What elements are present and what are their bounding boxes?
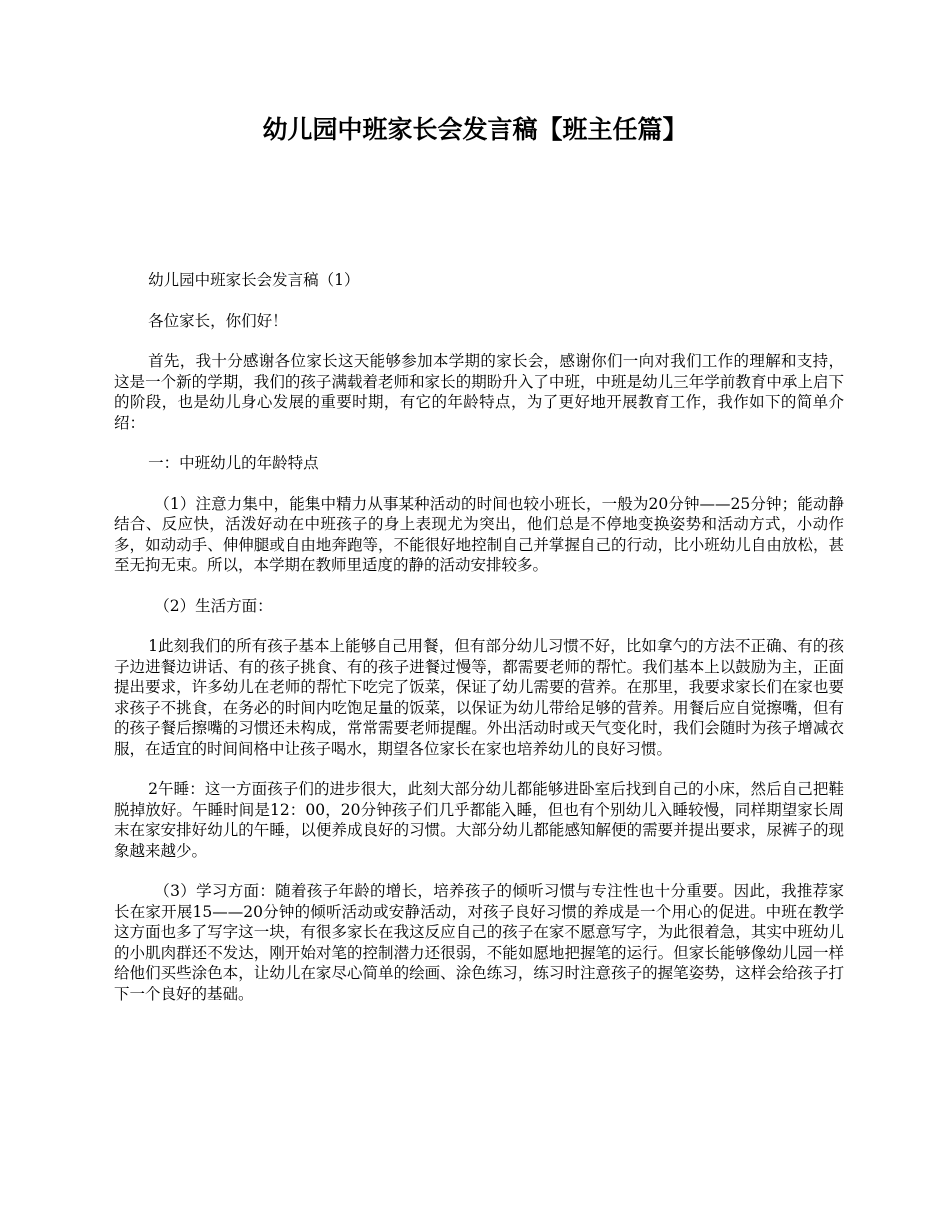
- document-body: [114, 270, 844, 1024]
- paragraph-introduction: 首先，我十分感谢各位家长这天能够参加本学期的家长会，感谢你们一向对我们工作的理解和支持，这是一个新的学期，我们的孩子满载着老师和家长的期盼升入了中班，中班是幼儿三年学前教育中承上启下的阶段，也是幼儿身心发展的重要时期，有它的年龄特点，为了更好地开展教育工作，我作如下的简单介绍：: [114, 352, 844, 432]
- paragraph-life-heading: （2）生活方面：: [154, 596, 273, 615]
- paragraph-attention: （1）注意力集中，能集中精力从事某种活动的时间也较小班长，一般为20分钟——25分钟；能动静结合、反应快，活泼好动在中班孩子的身上表现尤为突出，他们总是不停地变换姿势和活动方式，小动作多，如动动手、伸伸腿或自由地奔跑等，不能很好地控制自己并掌握自己的行动，比小班幼儿自由放松，甚至无拘无束。所以，本学期在教师里适度的静的活动安排较多。: [114, 494, 844, 574]
- paragraph-nap: 2午睡：这一方面孩子们的进步很大，此刻大部分幼儿都能够进卧室后找到自己的小床，然后自己把鞋脱掉放好。午睡时间是12：00，20分钟孩子们几乎都能入睡，但也有个别幼儿入睡较慢，同样期望家长周末在家安排好幼儿的午睡，以便养成良好的习惯。大部分幼儿都能感知解便的需要并提出要求，尿裤子的现象越来越少。: [114, 780, 844, 860]
- document-title: 幼儿园中班家长会发言稿【班主任篇】: [262, 115, 688, 144]
- paragraph-section-heading: 一：中班幼儿的年龄特点: [148, 454, 319, 472]
- paragraph-meals: 1此刻我们的所有孩子基本上能够自己用餐，但有部分幼儿习惯不好，比如拿勺的方法不正确、有的孩子边进餐边讲话、有的孩子挑食、有的孩子进餐过慢等，都需要老师的帮忙。我们基本上以鼓励为主，正面提出要求，许多幼儿在老师的帮忙下吃完了饭菜，保证了幼儿需要的营养。在那里，我要求家长们在家也要求孩子不挑食，在务必的时间内吃饱足量的饭菜，以保证为幼儿带给足够的营养。用餐后应自觉擦嘴，但有的孩子餐后擦嘴的习惯还未构成，常常需要老师提醒。外出活动时或天气变化时，我们会随时为孩子增减衣服，在适宜的时间间格中让孩子喝水，期望各位家长在家也培养幼儿的良好习惯。: [114, 637, 844, 758]
- paragraph-greeting: 各位家长，你们好！: [148, 311, 288, 330]
- paragraph-speech-heading: 幼儿园中班家长会发言稿（1）: [148, 271, 360, 289]
- paragraph-learning: （3）学习方面：随着孩子年龄的增长，培养孩子的倾听习惯与专注性也十分重要。因此，我推荐家长在家开展15——20分钟的倾听活动或安静活动，对孩子良好习惯的养成是一个用心的促进。中班在教学这方面也多了写字这一块，有很多家长在我这反应自己的孩子在家不愿意写字，为此很着急，其实中班幼儿的小肌肉群还不发达，刚开始对笔的控制潜力还很弱，不能如愿地把握笔的运行。但家长能够像幼儿园一样给他们买些涂色本，让幼儿在家尽心简单的绘画、涂色练习，练习时注意孩子的握笔姿势，这样会给孩子打下一个良好的基础。: [114, 882, 844, 1003]
